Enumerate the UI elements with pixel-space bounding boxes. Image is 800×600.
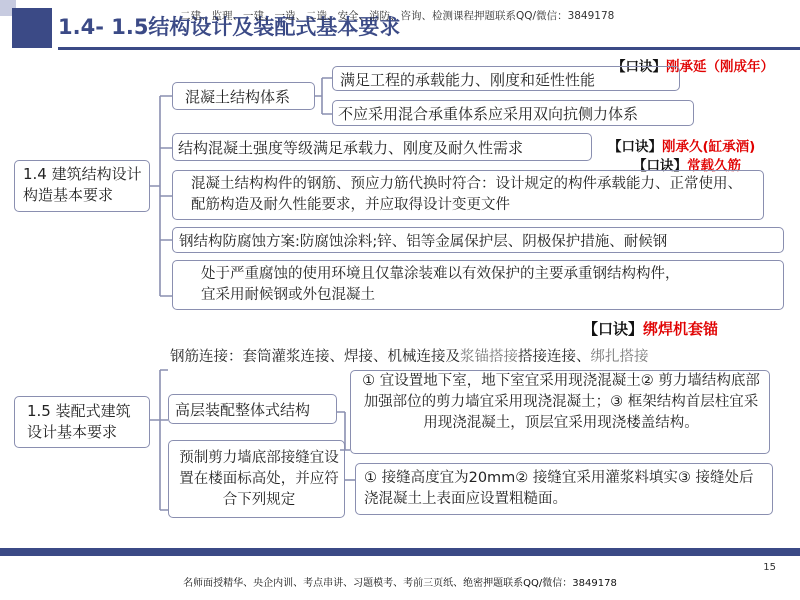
cs-item1-box [332, 66, 680, 91]
mnemonic-3: 【口诀】常载久筋 [633, 158, 741, 174]
mnemonic-2: 【口诀】刚承久(缸承酒) [608, 139, 756, 155]
cs-item1-label: 满足工程的承载能力、刚度和延性性能 [340, 71, 596, 89]
high-rise-detail-label: ① 宜设置地下室，地下室宜采用现浇混凝土② 剪力墙结构底部加强部位的剪力墙宜采用现浇混凝土；③ 框架结构首层柱宜采用现浇混凝土，顶层宜采用现浇楼盖结构。 [362, 373, 760, 431]
joint-detail-box [355, 463, 773, 515]
concrete-system-label: 混凝土结构体系 [185, 88, 291, 106]
header-watermark: 二建、监理、一建、一造、二造、安全、消防、咨询、检测课程押题联系QQ/微信：3849178 [180, 10, 615, 22]
joint-detail-label: ① 接缝高度宜为20mm② 接缝宜采用灌浆料填实③ 接缝处后浇混凝土上表面应设置粗糙面。 [364, 470, 754, 507]
steel-corrosion-box [172, 227, 784, 253]
bracket-15 [150, 370, 168, 510]
rebar-connection-label: 钢筋连接：套筒灌浆连接、焊接、机械连接及浆锚搭接搭接连接、绑扎搭接 [170, 349, 649, 365]
mnemonic-1: 【口诀】刚承延（刚成年） [612, 59, 774, 75]
strength-grade-label: 结构混凝土强度等级满足承载力、刚度及耐久性需求 [178, 139, 524, 157]
steel-corrosion-label: 钢结构防腐蚀方案:防腐蚀涂料;锌、铝等金属保护层、阴极保护措施、耐候钢 [179, 234, 668, 250]
bracket-14 [150, 96, 172, 296]
severe-corrosion-label: 处于严重腐蚀的使用环境且仅靠涂装难以有效保护的主要承重钢结构构件，宜采用耐候钢或外包混凝土 [201, 266, 680, 303]
severe-corrosion-box [172, 260, 784, 310]
page-number: 15 [763, 562, 776, 573]
section-15-title: 1.5 装配式建筑设计基本要求 [27, 402, 131, 441]
rebar-substitution-label: 混凝土结构构件的钢筋、预应力筋代换时符合：设计规定的构件承载能力、正常使用、配筋构造及耐久性能要求，并应取得设计变更文件 [191, 176, 742, 213]
mnemonic-4: 【口诀】绑焊机套锚 [583, 320, 719, 338]
section-14-title: 1.4 建筑结构设计构造基本要求 [23, 165, 142, 204]
shear-wall-joint-label: 预制剪力墙底部接缝宜设置在楼面标高处，并应符合下列规定 [179, 450, 339, 508]
footer-text: 名师面授精华、央企内训、考点串讲、习题模考、考前三页纸、绝密押题联系QQ/微信：3849178 [183, 578, 617, 589]
slide-title: 1.4- 1.5结构设计及装配式基本要求 [58, 15, 401, 39]
strength-grade-box [172, 133, 592, 161]
footer-band [0, 548, 800, 556]
rebar-substitution-box [172, 170, 764, 220]
high-rise-label: 高层装配整体式结构 [175, 401, 311, 419]
shear-wall-joint-box [168, 440, 345, 518]
cs-item2-box [332, 100, 694, 126]
high-rise-box [168, 394, 337, 424]
cs-item2-label: 不应采用混合承重体系应采用双向抗侧力体系 [338, 105, 639, 123]
concrete-system-box [172, 82, 315, 110]
bracket-concrete-system [315, 78, 332, 114]
high-rise-detail-box [350, 370, 770, 454]
section-15-box [14, 396, 150, 448]
section-14-box [14, 160, 150, 212]
